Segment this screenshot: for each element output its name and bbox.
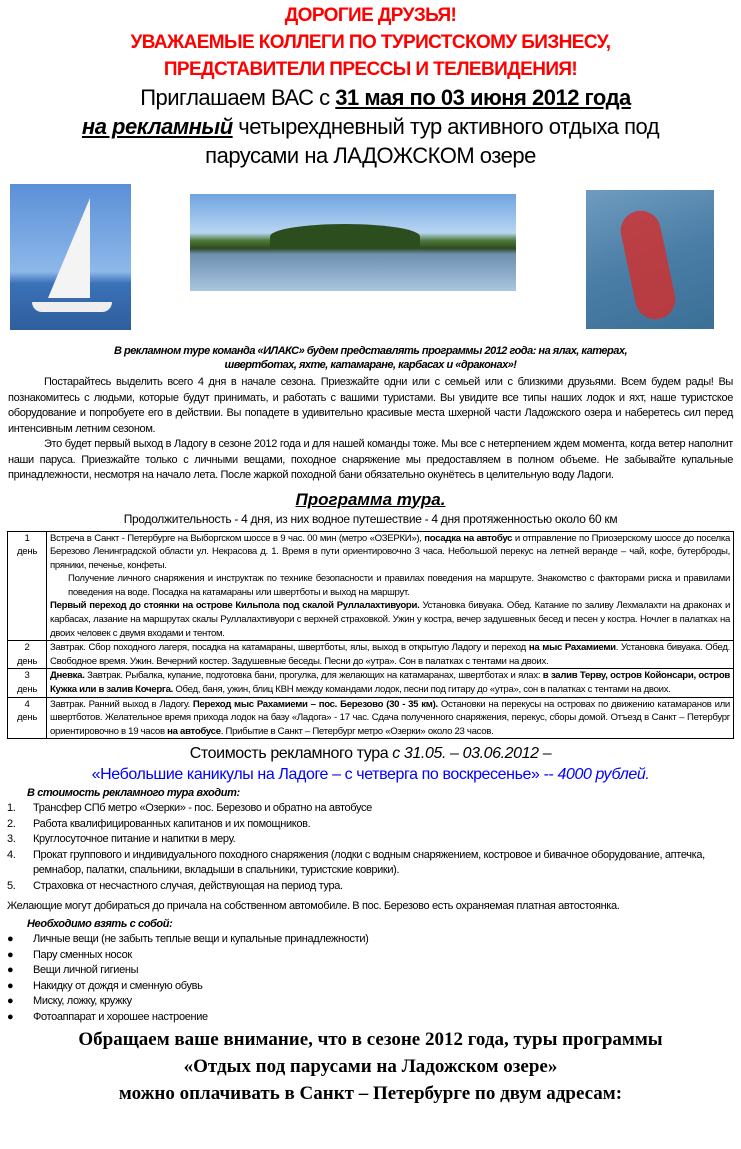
text-segment: Завтрак. Сбор походного лагеря, посадка на катамараны, швертботы, ялы, выход в открытую Ладогу и переход — [50, 642, 529, 654]
text-segment: Установка бивуака. Обед. Катание по заливу Лехмалахти на драконах и карбасах, лазание на маршрутах скалы Руллалахтивуори с верхней страховкой. Ужин у костра, вечер задушевных бесед и песен у костра. Ночлег в палатках на двоих человек с двумя входами и тентом. — [50, 600, 731, 639]
program-title: Программа тура. — [295, 489, 446, 509]
item-number: 2. — [7, 817, 16, 830]
item-text: Круглосуточное питание и напитки в меру. — [33, 833, 236, 846]
invitation-dates — [0, 83, 741, 112]
bring-item — [7, 979, 733, 995]
day-number: 3 — [24, 670, 30, 682]
bring-title: Необходимо взять с собой: — [27, 918, 173, 931]
bring-item — [7, 963, 733, 979]
day-description — [47, 697, 734, 739]
cost-line — [0, 743, 741, 764]
day-description — [47, 531, 734, 641]
program-duration: Продолжительность - 4 дня, из них водное путешествие - 4 дня протяженностью около 60 км — [123, 511, 618, 526]
day-cell — [8, 669, 47, 697]
greeting-colleagues: УВАЖАЕМЫЕ КОЛЛЕГИ ПО ТУРИСТСКОМУ БИЗНЕСУ, — [130, 32, 611, 53]
text-segment: Остановки на перекусы на островах по движению катамаранов или швертботов. Желательное время прихода лодок на базу «Ладога» - 17 час. Сдача полученного снаряжения, перекус, сборы домой. Отъезд в Санкт – Петербург ориентировочно в 19 часов — [50, 698, 730, 737]
item-text: Миску, ложку, кружку — [33, 995, 132, 1008]
included-list — [0, 801, 741, 894]
item-text: Пару сменных носок — [33, 948, 132, 961]
day-cell — [8, 697, 47, 739]
highlight-text: Первый переход до стоянки на острове Кильпола под скалой Руллалахтивуори. — [50, 600, 420, 612]
highlight-text: посадка на автобус — [424, 532, 513, 544]
description-block — [50, 572, 730, 599]
description-block — [50, 698, 730, 739]
invite-dates: 31 мая по 03 июня 2012 года — [335, 85, 631, 110]
item-text: Фотоаппарат и хорошее настроение — [33, 1010, 208, 1023]
greeting-title: ДОРОГИЕ ДРУЗЬЯ! — [284, 5, 457, 26]
program-row — [8, 531, 734, 641]
day-number: 1 — [24, 532, 30, 544]
item-number: 5. — [7, 879, 16, 892]
day-description — [47, 641, 734, 669]
day-number: 4 — [24, 698, 30, 710]
bullet-icon: ● — [7, 933, 14, 946]
lake-landscape-photo — [190, 194, 516, 291]
day-label: день — [16, 655, 38, 667]
item-text: Вещи личной гигиены — [33, 964, 139, 977]
included-item — [7, 848, 733, 879]
parking-note: Желающие могут добираться до причала на собственном автомобиле. В пос. Березово есть охраняемая платная автостоянка. — [7, 900, 620, 913]
day-label: день — [16, 546, 38, 558]
day-description — [47, 669, 734, 697]
cost-dates: с 31.05. – 03.06.2012 – — [392, 745, 552, 763]
invite-promo: на рекламный — [81, 114, 233, 139]
description-block — [50, 669, 730, 696]
included-item — [7, 817, 733, 833]
intro-caption: В рекламном туре команда «ИЛАКС» будем представлять программы 2012 года: на ялах, катерах, швертботах, яхте, катамаране, карбасах и «драконах»! — [113, 345, 628, 371]
included-item — [7, 879, 733, 895]
paragraph: Постарайтесь выделить всего 4 дня в начале сезона. Приезжайте одни или с семьей или с близкими друзьями. Всем будем рады! Вы познакомитесь с людьми, которые будут принимать, и работать с вашими туристами. Вы увидите все типы наших лодок и яхт, наше туристское оборудование и попробуете его в действии. Вы попадете в удивительно красивые места шхерной части Ладожского озера и наберетесь сил перед интенсивным летним сезоном. — [8, 376, 733, 435]
paragraph: Это будет первый выход в Ладогу в сезоне 2012 года и для нашей команды тоже. Мы все с нетерпением ждем момента, когда ветер наполнит наши паруса. Приезжайте только с личными вещами, походное снаряжение мы предоставляем в полном объеме. Не забывайте купальные принадлежности, несмотря на начало лета. После жаркой походной бани обязательно окунётесь в целительную воду Ладоги. — [8, 438, 733, 481]
bring-item — [7, 994, 733, 1010]
text-segment: Встреча в Санкт - Петербурге на Выборгском шоссе в 9 час. 00 мин (метро «ОЗЕРКИ»), — [50, 532, 425, 544]
program-row — [8, 641, 734, 669]
day-cell — [8, 641, 47, 669]
highlight-text: на мыс Рахамиеми — [528, 642, 616, 654]
invite-rest: четырехдневный тур активного отдыха под парусами на ЛАДОЖСКОМ озере — [205, 114, 660, 168]
description-block — [50, 532, 730, 573]
text-segment: Получение личного снаряжения и инструктаж по технике безопасности и правилах поведения на маршруте. Знакомство с факторами риска и правилами поведения на воде. Посадка на катамараны или швертботы и выход на маршрут. — [68, 573, 730, 598]
footer-line: Обращаем ваше внимание, что в сезоне 2012 года, туры программы — [78, 1029, 663, 1051]
bullet-icon: ● — [7, 995, 14, 1008]
item-text: Работа квалифицированных капитанов и их помощников. — [33, 817, 311, 830]
highlight-text: Дневка. — [50, 670, 85, 682]
text-segment: . Установка бивуака. Обед. Свободное время. Ужин. Вечерний костер. Задушевные беседы. Песни до «утра». Сон в палатках с тентами на двоих. — [50, 642, 730, 667]
footer-line: «Отдых под парусами на Ладожском озере» — [183, 1056, 558, 1078]
bring-item — [7, 948, 733, 964]
photo-row — [0, 184, 741, 344]
bullet-icon: ● — [7, 1010, 14, 1023]
footer — [0, 1028, 741, 1106]
dragon-boat-photo — [586, 190, 714, 329]
invite-prefix: Приглашаем ВАС с — [140, 85, 336, 110]
item-number: 4. — [7, 848, 16, 861]
day-label: день — [16, 684, 38, 696]
bring-list — [0, 932, 741, 1025]
text-segment: и отправление по Приозерскому шоссе до поселка Березово Ленинградской области ул. Некрасова д. 1. Время в пути ориентировочно 3 часа. Небольшой перекус на летней веранде – чай, кофе, бутерброды, пряники, печенье, конфеты. — [50, 532, 730, 571]
item-number: 3. — [7, 833, 16, 846]
footer-line: можно оплачивать в Санкт – Петербурге по двум адресам: — [118, 1083, 623, 1105]
item-text: Личные вещи (не забыть теплые вещи и купальные принадлежности) — [33, 933, 369, 946]
tour-name: «Небольшие каникулы на Ладоге – с четверга по воскресенье» -- — [91, 766, 558, 784]
day-label: день — [16, 712, 38, 724]
item-number: 1. — [7, 802, 16, 815]
included-item — [7, 832, 733, 848]
program-row — [8, 669, 734, 697]
item-text: Страховка от несчастного случая, действующая на период тура. — [33, 879, 343, 892]
day-cell — [8, 531, 47, 641]
header — [0, 0, 741, 170]
description-block — [50, 641, 730, 668]
invitation-text — [0, 112, 741, 170]
bullet-icon: ● — [7, 948, 14, 961]
greeting-press: ПРЕДСТАВИТЕЛИ ПРЕССЫ И ТЕЛЕВИДЕНИЯ! — [163, 59, 578, 80]
bring-item — [7, 1010, 733, 1026]
highlight-text: Переход мыс Рахамиеми – пос. Березово (30 - 35 км). — [192, 698, 438, 710]
item-text: Накидку от дождя и сменную обувь — [33, 979, 203, 992]
day-number: 2 — [24, 642, 30, 654]
text-segment: Обед, баня, ужин, блиц КВН между командами лодок, песни под гитару до «утра», сон в палатках с тентами на двоих. — [173, 684, 671, 696]
cost-prefix: Стоимость рекламного тура — [189, 745, 393, 763]
text-segment: Завтрак. Рыбалка, купание, подготовка бани, прогулка, для желающих на катамаранах, швертботах и ялах: — [84, 670, 543, 682]
included-item — [7, 801, 733, 817]
program-table — [7, 531, 734, 740]
sailboat-photo — [10, 184, 131, 330]
highlight-text: на автобусе — [167, 725, 221, 737]
item-text: Прокат группового и индивидуального походного снаряжения (лодки с водным снаряжением, костровое и бивачное оборудование, аптечка, ремнабор, палатки, спальники, вкладыши в спальники, туристские коврики). — [33, 848, 705, 877]
item-text: Трансфер СПб метро «Озерки» - пос. Березово и обратно на автобусе — [33, 802, 372, 815]
highlight-text: в залив Терву, остров Койонсари, остров Кужка или в залив Кочерга. — [50, 670, 730, 696]
bullet-icon: ● — [7, 979, 14, 992]
included-title: В стоимость рекламного тура входит: — [27, 787, 240, 800]
text-segment: Завтрак. Ранний выход в Ладогу. — [50, 698, 193, 710]
description-block — [50, 599, 730, 640]
bullet-icon: ● — [7, 964, 14, 977]
tour-name-price — [0, 764, 741, 785]
program-row — [8, 697, 734, 739]
bring-item — [7, 932, 733, 948]
tour-price: 4000 рублей. — [557, 766, 650, 784]
text-segment: . Прибытие в Санкт – Петербург метро «Озерки» около 23 часов. — [220, 725, 494, 737]
